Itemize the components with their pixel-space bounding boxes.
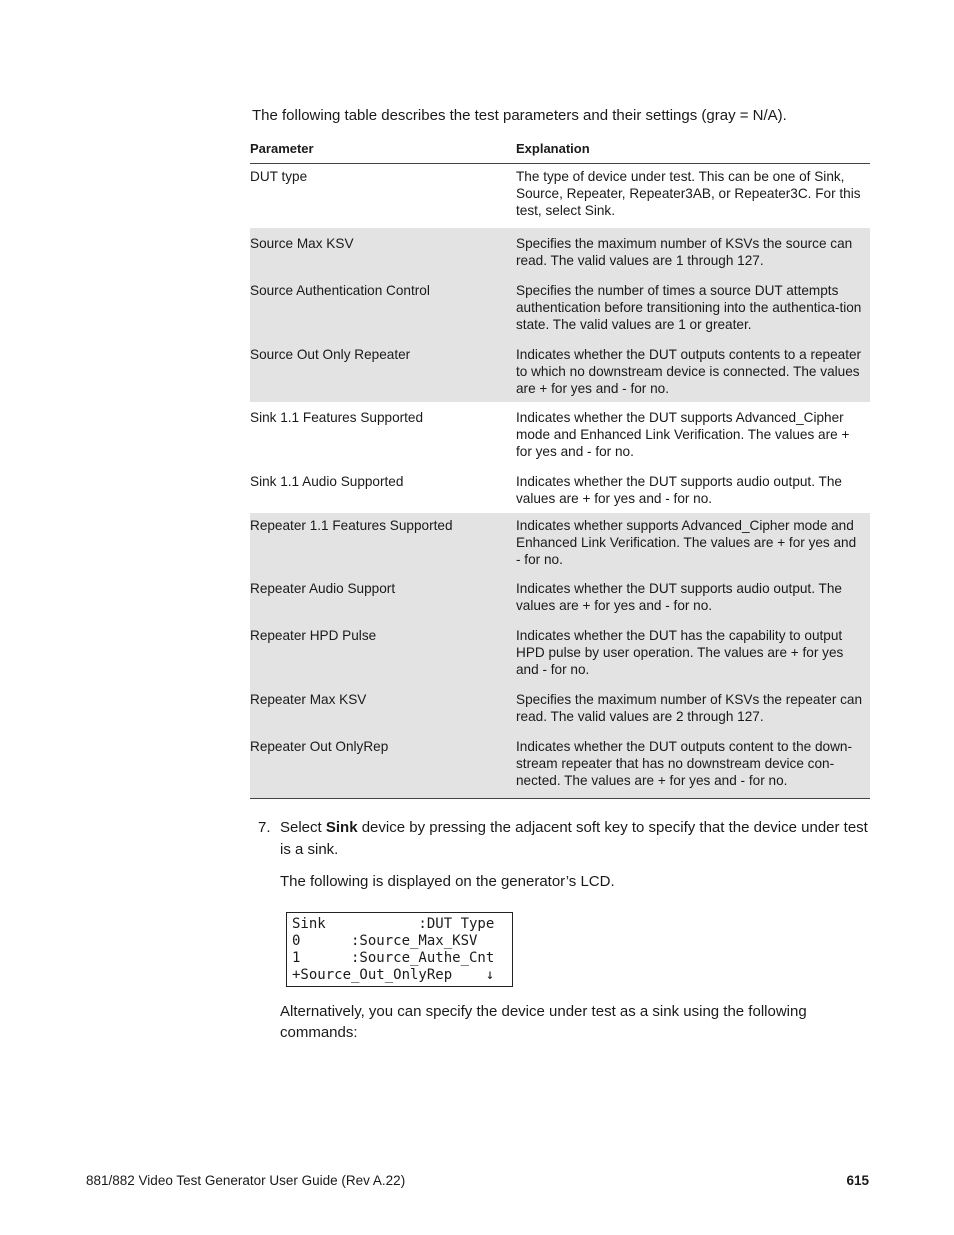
explanation-cell: Specifies the number of times a source DUT attempts authentication before transitioning into the authentica-tion state. The valid values are 1 or greater. bbox=[516, 283, 862, 333]
explanation-cell: Specifies the maximum number of KSVs the repeater can read. The valid values are 2 through 127. bbox=[516, 692, 863, 725]
param-cell: Source Out Only Repeater bbox=[250, 347, 411, 362]
explanation-cell: The type of device under test. This can be one of Sink, Source, Repeater, Repeater3AB, or Repeater3C. For this test, select Sink. bbox=[516, 169, 861, 219]
param-cell: Repeater 1.1 Features Supported bbox=[250, 518, 453, 533]
explanation-cell: Indicates whether the DUT supports audio output. The values are + for yes and - for no. bbox=[516, 474, 842, 507]
header-parameter: Parameter bbox=[250, 141, 314, 156]
table-row bbox=[250, 734, 870, 798]
table-row bbox=[250, 576, 870, 623]
param-cell: Repeater Audio Support bbox=[250, 581, 396, 596]
param-cell: Repeater Out OnlyRep bbox=[250, 739, 389, 754]
param-cell: DUT type bbox=[250, 169, 308, 184]
table-row bbox=[250, 402, 870, 466]
lcd-intro: The following is displayed on the generator’s LCD. bbox=[280, 873, 615, 890]
param-cell: Repeater Max KSV bbox=[250, 692, 367, 707]
explanation-cell: Indicates whether the DUT outputs content to the down-stream repeater that has no downstream device con-nected. The values are + for yes and - for no. bbox=[516, 739, 853, 789]
lcd-line: Sink :DUT Type bbox=[292, 916, 495, 932]
footer-title: 881/882 Video Test Generator User Guide (Rev A.22) bbox=[86, 1173, 406, 1188]
explanation-cell: Indicates whether the DUT outputs contents to a repeater to which no downstream device is connected. The values are + for yes and - for no. bbox=[516, 347, 862, 397]
lcd-line: 0 :Source_Max_KSV bbox=[292, 933, 478, 949]
explanation-cell: Indicates whether the DUT has the capability to output HPD pulse by user operation. The values are + for yes and - for no. bbox=[516, 628, 844, 678]
table-row bbox=[250, 339, 870, 402]
param-cell: Source Authentication Control bbox=[250, 283, 430, 298]
table-row bbox=[250, 513, 870, 576]
lcd-line: +Source_Out_OnlyRep ↓ bbox=[292, 967, 495, 983]
lcd-line: 1 :Source_Authe_Cnt bbox=[292, 950, 495, 966]
lcd-display bbox=[286, 912, 513, 987]
explanation-cell: Indicates whether the DUT supports Advanced_Cipher mode and Enhanced Link Verification. The values are + for yes and - for no. bbox=[516, 410, 850, 460]
intro-paragraph: The following table describes the test parameters and their settings (gray = N/A). bbox=[252, 107, 787, 124]
table-row bbox=[250, 228, 870, 275]
parameter-table bbox=[250, 140, 870, 799]
param-cell: Source Max KSV bbox=[250, 236, 354, 251]
step-text-pre: Select bbox=[280, 819, 326, 836]
step-text-post: device by pressing the adjacent soft key to specify that the device under test is a sink. bbox=[280, 819, 868, 858]
explanation-cell: Specifies the maximum number of KSVs the source can read. The valid values are 1 through 127. bbox=[516, 236, 853, 269]
explanation-cell: Indicates whether the DUT supports audio output. The values are + for yes and - for no. bbox=[516, 581, 842, 614]
param-cell: Sink 1.1 Features Supported bbox=[250, 410, 424, 425]
param-cell: Repeater HPD Pulse bbox=[250, 628, 377, 643]
explanation-cell: Indicates whether supports Advanced_Cipher mode and Enhanced Link Verification. The values are + for yes and - for no. bbox=[516, 518, 857, 568]
step-text-bold: Sink bbox=[325, 819, 358, 836]
table-row bbox=[250, 466, 870, 513]
alternative-paragraph: Alternatively, you can specify the device under test as a sink using the following commands: bbox=[280, 1003, 807, 1041]
table-row bbox=[250, 164, 870, 228]
header-explanation: Explanation bbox=[516, 141, 590, 156]
table-row bbox=[250, 275, 870, 339]
step-number: 7. bbox=[258, 819, 271, 836]
table-row bbox=[250, 623, 870, 687]
param-cell: Sink 1.1 Audio Supported bbox=[250, 474, 404, 489]
page-number: 615 bbox=[846, 1173, 869, 1188]
table-row bbox=[250, 687, 870, 734]
table-header bbox=[250, 140, 870, 164]
step-text bbox=[280, 817, 868, 861]
